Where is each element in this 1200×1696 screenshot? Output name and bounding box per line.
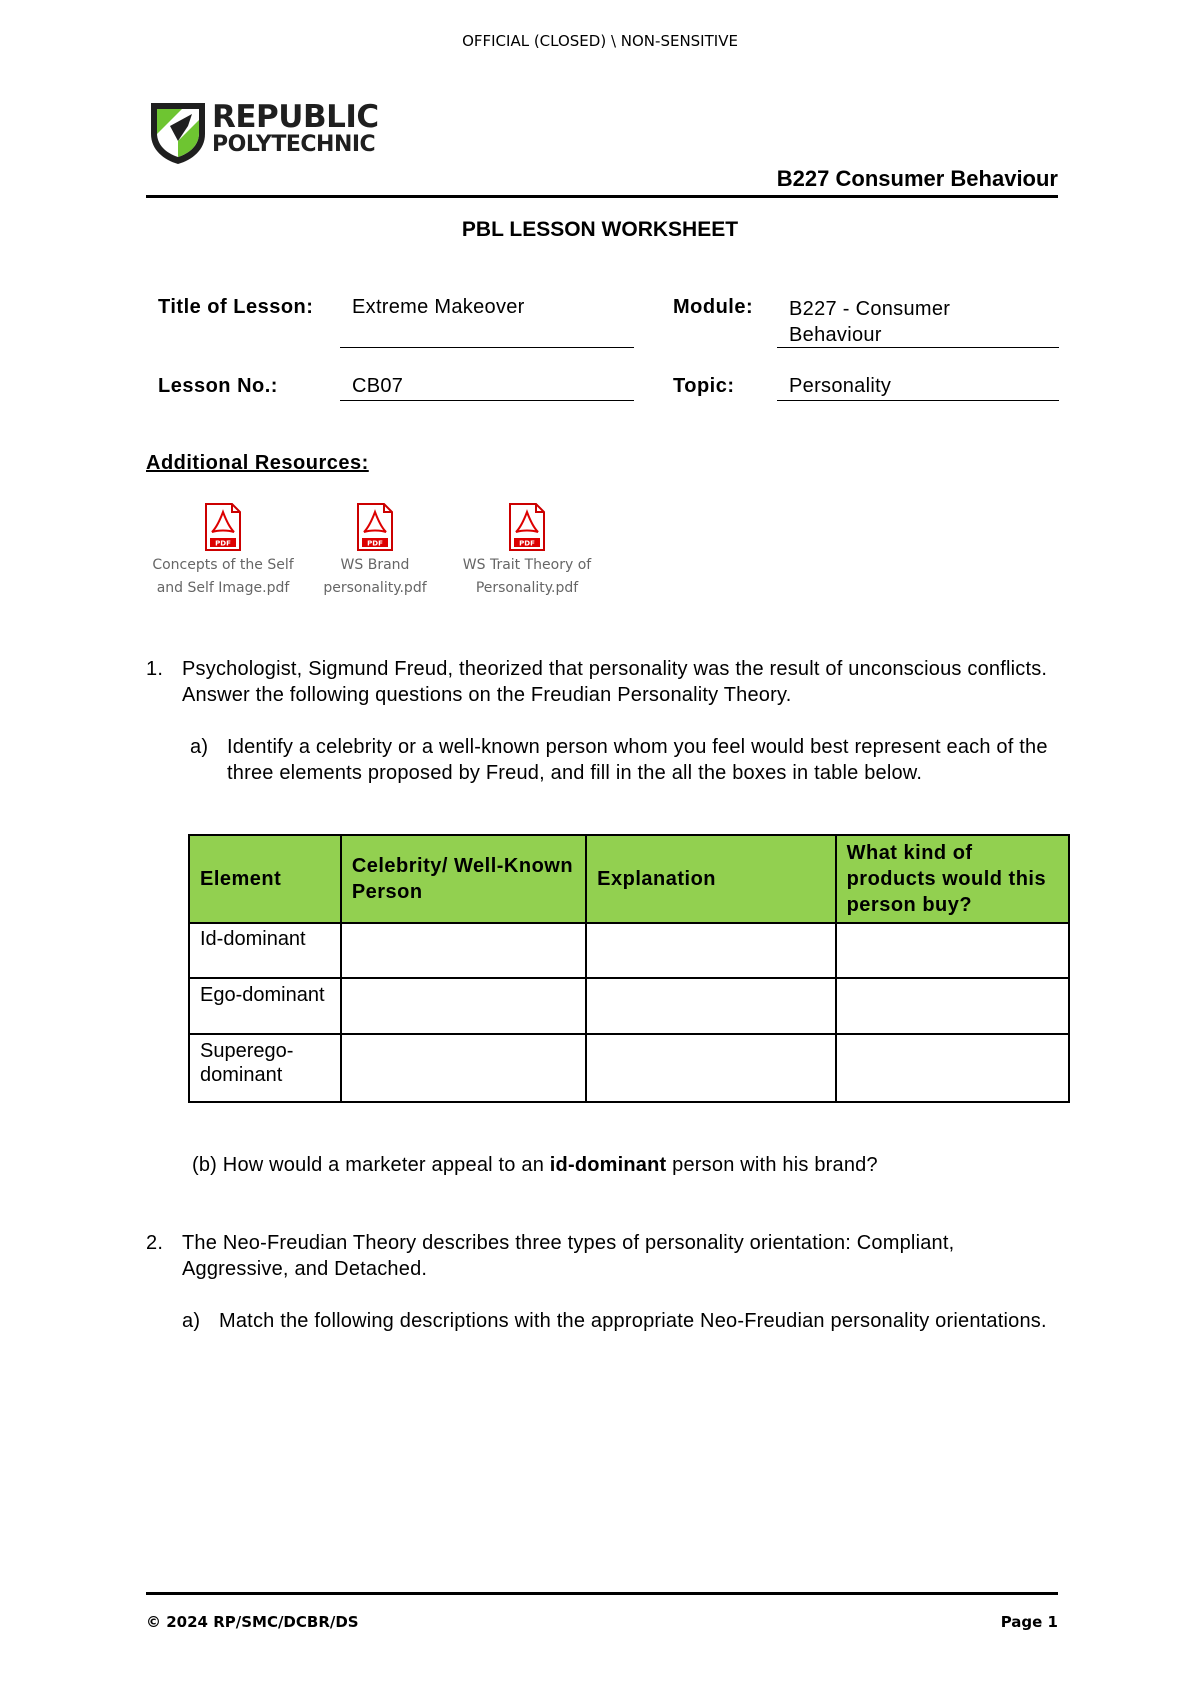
element-cell: Id-dominant bbox=[189, 923, 341, 978]
module-value-line1: B227 - Consumer bbox=[789, 298, 951, 320]
table-header-cell: What kind of products would this person buy? bbox=[836, 835, 1069, 923]
table-row bbox=[189, 1034, 1069, 1102]
table-header-cell: Explanation bbox=[586, 835, 835, 923]
lesson-no-value: CB07 bbox=[352, 375, 404, 397]
table-header-row bbox=[189, 835, 1069, 923]
topic-field[interactable] bbox=[777, 375, 1059, 401]
question-2a-text: Match the following descriptions with the appropriate Neo-Freudian personality orientations. bbox=[219, 1310, 1047, 1332]
attachment-filename-line1: WS Trait Theory of bbox=[462, 557, 592, 573]
attachment-concepts-of-self[interactable] bbox=[148, 502, 298, 600]
header-divider bbox=[146, 195, 1058, 198]
question-1-text: Psychologist, Sigmund Freud, theorized that personality was the result of unconscious conflicts. Answer the following questions on the Freudian Personality Theory. bbox=[182, 658, 1048, 706]
answer-cell[interactable] bbox=[836, 1034, 1069, 1102]
title-of-lesson-field[interactable] bbox=[340, 296, 634, 348]
answer-cell[interactable] bbox=[341, 923, 586, 978]
attachment-filename-line1: Concepts of the Self bbox=[152, 557, 294, 573]
module-value-line2: Behaviour bbox=[789, 324, 882, 346]
question-1b bbox=[192, 1152, 1052, 1178]
question-1-number: 1. bbox=[146, 658, 164, 680]
answer-cell[interactable] bbox=[836, 978, 1069, 1034]
classification-label: OFFICIAL (CLOSED) \ NON-SENSITIVE bbox=[462, 32, 738, 50]
freud-elements-table bbox=[188, 834, 1070, 1103]
question-2a-label: a) bbox=[182, 1310, 201, 1332]
question-1a-label: a) bbox=[190, 736, 209, 758]
logo-text-line2: POLYTECHNIC bbox=[212, 132, 376, 157]
answer-cell[interactable] bbox=[341, 1034, 586, 1102]
element-cell: Superego-dominant bbox=[189, 1034, 341, 1102]
attachment-filename-line1: WS Brand bbox=[340, 557, 410, 573]
question-1b-suffix: person with his brand? bbox=[666, 1154, 878, 1176]
module-label: Module: bbox=[673, 296, 754, 318]
question-1b-emphasis: id-dominant bbox=[549, 1154, 667, 1176]
answer-cell[interactable] bbox=[586, 923, 835, 978]
attachment-filename-line2: personality.pdf bbox=[323, 580, 427, 596]
course-title: B227 Consumer Behaviour bbox=[776, 166, 1058, 191]
question-1b-prefix: (b) How would a marketer appeal to an bbox=[192, 1154, 550, 1176]
footer-page-number: Page 1 bbox=[1000, 1613, 1058, 1631]
title-of-lesson-label: Title of Lesson: bbox=[158, 296, 314, 318]
table-row bbox=[189, 978, 1069, 1034]
pdf-icon bbox=[204, 502, 242, 552]
attachment-filename-line2: and Self Image.pdf bbox=[156, 580, 290, 596]
answer-cell[interactable] bbox=[341, 978, 586, 1034]
svg-text:PDF: PDF bbox=[519, 539, 535, 548]
attachment-ws-trait-theory[interactable] bbox=[452, 502, 602, 600]
pdf-icon bbox=[508, 502, 546, 552]
question-1a-text: Identify a celebrity or a well-known person whom you feel would best represent each of the three elements proposed by Freud, and fill in the all the boxes in table below. bbox=[227, 736, 1048, 784]
footer-divider bbox=[146, 1592, 1058, 1595]
additional-resources-heading: Additional Resources: bbox=[146, 452, 369, 474]
element-cell: Ego-dominant bbox=[189, 978, 341, 1034]
attachment-filename-line2: Personality.pdf bbox=[475, 580, 579, 596]
topic-label: Topic: bbox=[673, 375, 735, 397]
question-2-number: 2. bbox=[146, 1232, 164, 1254]
svg-text:PDF: PDF bbox=[367, 539, 383, 548]
module-field[interactable] bbox=[777, 296, 1059, 348]
answer-cell[interactable] bbox=[586, 1034, 835, 1102]
topic-value: Personality bbox=[789, 375, 892, 397]
title-of-lesson-value: Extreme Makeover bbox=[352, 296, 525, 318]
table-header-cell: Element bbox=[189, 835, 341, 923]
svg-text:PDF: PDF bbox=[215, 539, 231, 548]
answer-cell[interactable] bbox=[586, 978, 835, 1034]
pdf-icon bbox=[356, 502, 394, 552]
table-header-cell: Celebrity/ Well-Known Person bbox=[341, 835, 586, 923]
lesson-no-field[interactable] bbox=[340, 375, 634, 401]
answer-cell[interactable] bbox=[836, 923, 1069, 978]
lesson-no-label: Lesson No.: bbox=[158, 375, 278, 397]
logo-text-line1: REPUBLIC bbox=[212, 99, 379, 135]
footer-copyright: © 2024 RP/SMC/DCBR/DS bbox=[146, 1613, 359, 1631]
shield-logo-icon bbox=[148, 100, 208, 166]
attachment-ws-brand-personality[interactable] bbox=[300, 502, 450, 600]
worksheet-title: PBL LESSON WORKSHEET bbox=[461, 218, 739, 241]
republic-polytechnic-logo bbox=[148, 99, 379, 168]
table-row bbox=[189, 923, 1069, 978]
question-2-text: The Neo-Freudian Theory describes three types of personality orientation: Compliant, Aggressive, and Detached. bbox=[182, 1232, 955, 1280]
